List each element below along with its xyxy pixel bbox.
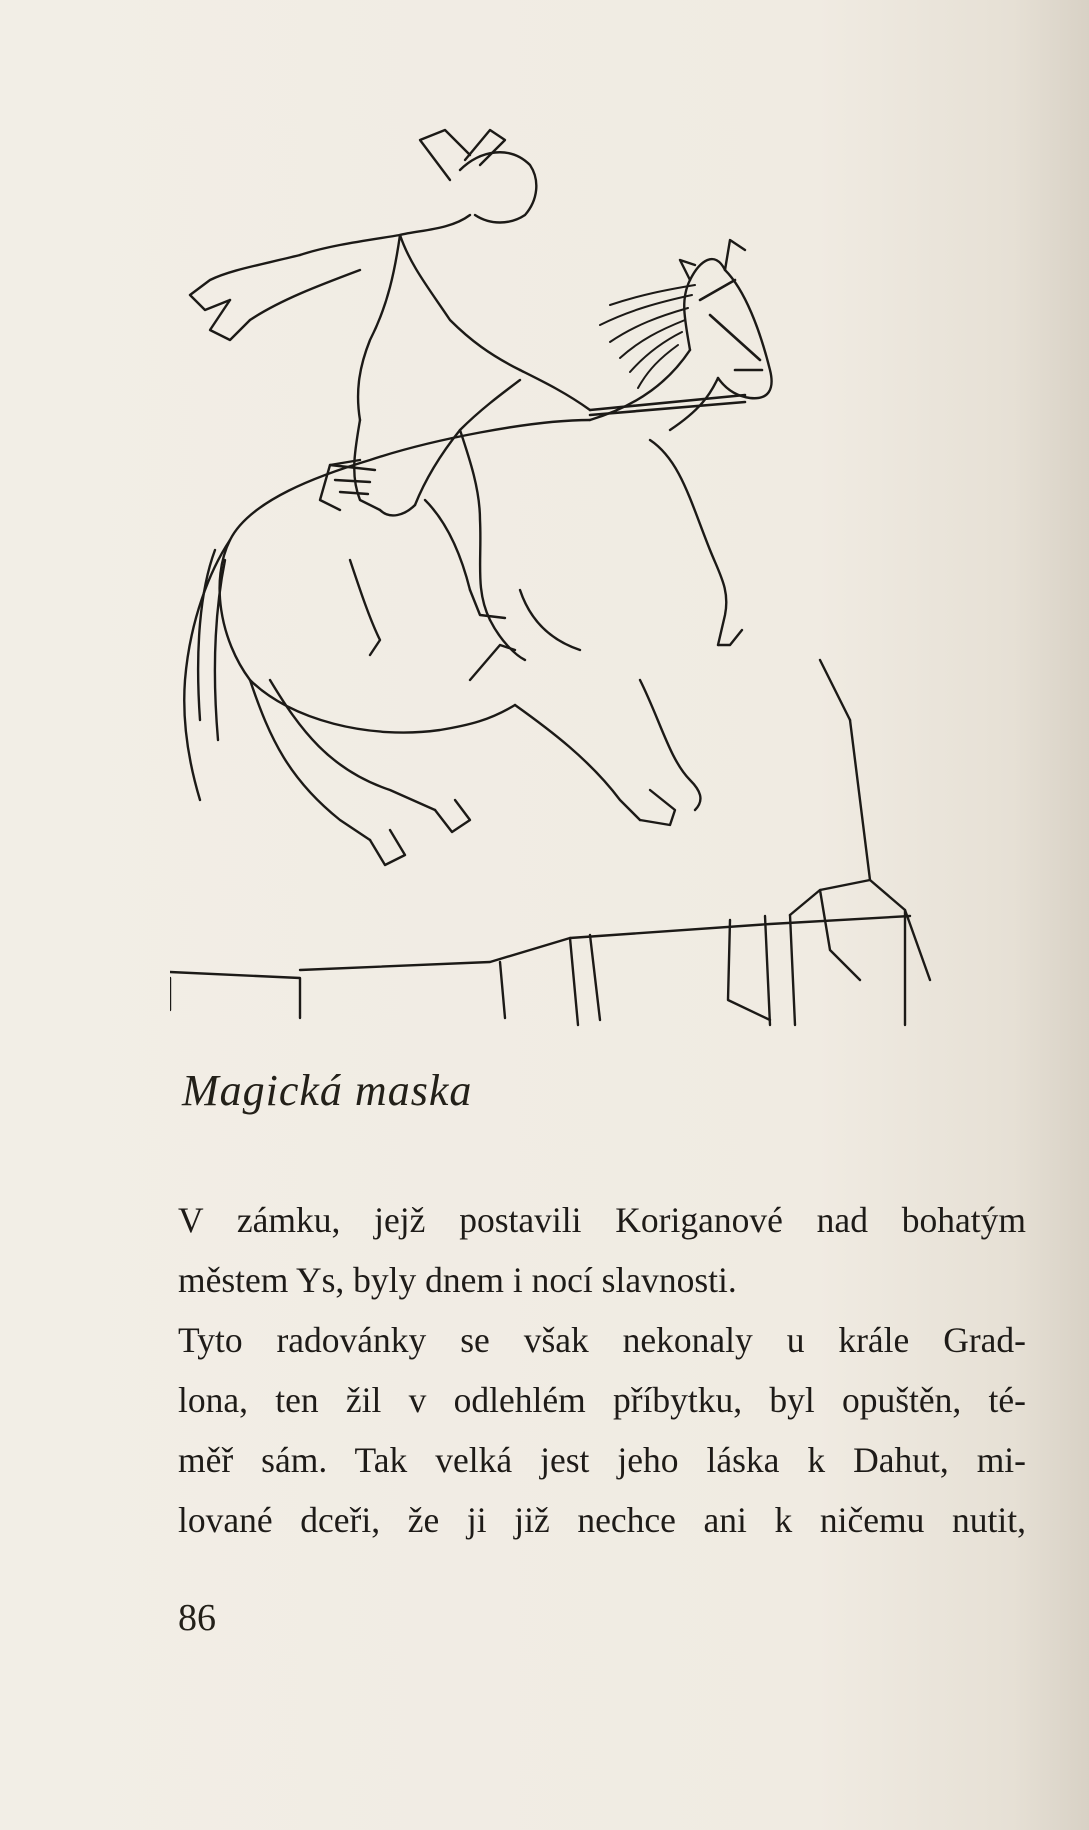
text-line: lona, ten žil v odlehlém příbytku, byl opuštěn, té- <box>178 1380 1026 1420</box>
text-line: V zámku, jejž postavili Koriganové nad bohatým <box>178 1200 1026 1240</box>
text-line: lované dceři, že ji již nechce ani k ničemu nutit, <box>178 1500 1026 1540</box>
chapter-title: Magická maska <box>182 1066 473 1115</box>
text-line: Tyto radovánky se však nekonaly u krále Grad- <box>178 1320 1026 1360</box>
cliff-drawing <box>170 660 930 1025</box>
rider-drawing <box>190 130 590 660</box>
horse-drawing <box>184 240 771 865</box>
text-line: městem Ys, byly dnem i nocí slavnosti. <box>178 1260 737 1300</box>
text-line: měř sám. Tak velká jest jeho láska k Dahut, mi- <box>178 1440 1026 1480</box>
horse-mane <box>600 285 695 388</box>
body-text <box>178 1190 1026 1550</box>
page-number: 86 <box>178 1597 216 1639</box>
illustration-horseman <box>170 120 1030 1040</box>
